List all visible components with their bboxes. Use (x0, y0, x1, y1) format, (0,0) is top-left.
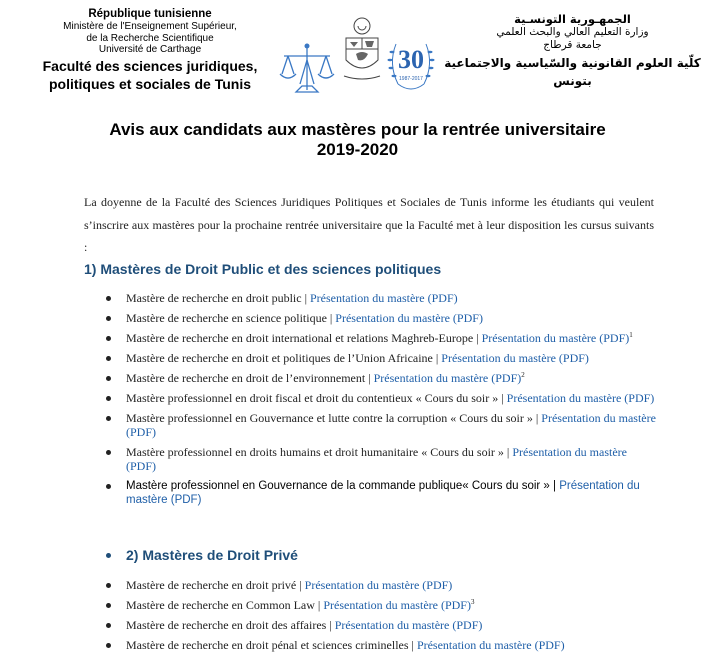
presentation-pdf-link[interactable]: Présentation du mastère (PDF) (441, 351, 589, 365)
list-item (106, 351, 658, 365)
presentation-pdf-link[interactable]: Présentation du mastère (PDF) (506, 391, 655, 405)
list-item (106, 638, 658, 652)
justice-scales-logo (276, 40, 338, 98)
list-item (106, 445, 658, 473)
presentation-pdf-link[interactable]: Présentation du mastère (PDF) (126, 445, 627, 473)
master-name: Mastère professionnel en Gouvernance de la commande publique« Cours du soir » | (126, 480, 560, 492)
footnote-marker[interactable]: 3 (470, 598, 475, 606)
arabic-faculty-label: كلّية العلوم القانونية والسّياسية والاجتماعية بتونس (444, 56, 701, 88)
title-line-2: 2019-2020 (316, 140, 399, 159)
bullet (106, 296, 111, 301)
master-name: Mastère professionnel en Gouvernance et lutte contre la corruption « Cours du soir » | (126, 411, 542, 425)
list-item (106, 371, 658, 385)
list-item (106, 598, 658, 612)
section-heading-text: 2) Mastères de Droit Privé (126, 547, 298, 563)
presentation-pdf-link[interactable]: Présentation du mastère (PDF) (304, 578, 453, 592)
presentation-pdf-link[interactable]: Présentation du mastère (PDF) (481, 331, 630, 345)
master-name: Mastère de recherche en science politique | (126, 311, 336, 325)
presentation-pdf-link[interactable]: Présentation du mastère (PDF) (416, 638, 565, 652)
list-item (106, 479, 658, 507)
page-title (40, 120, 675, 160)
coat-of-arms-emblem (342, 16, 382, 82)
republic-label: République tunisienne (88, 8, 212, 20)
master-name: Mastère de recherche en droit public | (126, 291, 310, 305)
presentation-pdf-link[interactable]: Présentation du mastère (PDF) (323, 598, 471, 612)
ministry-line-2: de la Recherche Scientifique (86, 32, 214, 44)
presentation-pdf-link[interactable]: Présentation du mastère (PDF) (309, 291, 458, 305)
section-heading-public-law: 1) Mastères de Droit Public et des sciences politiques (84, 261, 442, 277)
intro-paragraph: La doyenne de la Faculté des Sciences Juridiques Politiques et Sociales de Tunis informe les étudiants qui veulent s’inscrire aux mastères pour la prochaine rentrée universitaire que la Faculté met à leur disposition les cursus suivants : (84, 195, 654, 254)
presentation-pdf-link[interactable]: Présentation du mastère (PDF) (126, 411, 656, 439)
presentation-pdf-link[interactable]: Présentation du mastère (PDF) (335, 311, 483, 325)
master-name: Mastère de recherche en droit des affaires | (126, 618, 335, 632)
master-name: Mastère professionnel en droits humains et droit humanitaire « Cours du soir » | (126, 445, 513, 459)
header-french (30, 8, 270, 92)
master-name: Mastère de recherche en droit de l’environnement | (126, 371, 374, 385)
title-line-1: Avis aux candidats aux mastères pour la rentrée universitaire (109, 120, 606, 139)
section-heading-private-law (106, 547, 298, 563)
faculty-line-1: Faculté des sciences juridiques, (42, 57, 258, 74)
public-law-master-list (106, 291, 658, 513)
bullet (106, 356, 111, 361)
bullet (106, 603, 111, 608)
master-name: Mastère de recherche en droit privé | (126, 578, 305, 592)
anniversary-years: 1987-2017 (399, 76, 423, 82)
ministry-line-1: Ministère de l'Enseignement Supérieur, (63, 21, 237, 32)
list-item (106, 391, 658, 405)
faculty-line-2: politiques et sociales de Tunis (48, 75, 251, 92)
presentation-pdf-link[interactable]: Présentation du mastère (PDF) (126, 480, 640, 506)
bullet (106, 450, 111, 455)
presentation-pdf-link[interactable]: Présentation du mastère (PDF) (373, 371, 522, 385)
university-label: Université de Carthage (98, 44, 202, 55)
list-item (106, 311, 658, 325)
master-name: Mastère de recherche en droit international et relations Maghreb-Europe | (126, 331, 482, 345)
footnote-marker[interactable]: 1 (629, 331, 633, 339)
bullet (106, 336, 111, 341)
arabic-ministry-label: وزارة التعليم العالي والبحث العلمي (496, 26, 649, 38)
arabic-university-label: جامعة قرطاج (543, 39, 602, 51)
list-item (106, 411, 658, 439)
bullet (106, 583, 111, 588)
bullet (106, 376, 111, 381)
footnote-marker[interactable]: 2 (521, 371, 525, 379)
master-name: Mastère professionnel en droit fiscal et droit du contentieux « Cours du soir » | (126, 391, 507, 405)
presentation-pdf-link[interactable]: Présentation du mastère (PDF) (334, 618, 483, 632)
bullet (106, 396, 111, 401)
anniversary-30-logo (386, 36, 436, 96)
arabic-republic-label: الجمهـورية التونسـية (514, 12, 631, 26)
bullet (106, 416, 111, 421)
master-name: Mastère de recherche en Common Law | (126, 598, 324, 612)
private-law-master-list (106, 578, 658, 658)
bullet (106, 643, 111, 648)
header-arabic (440, 12, 705, 90)
list-item (106, 618, 658, 632)
bullet (106, 484, 111, 489)
anniversary-number: 30 (398, 45, 424, 74)
list-item (106, 578, 658, 592)
master-name: Mastère de recherche en droit et politiques de l’Union Africaine | (126, 351, 442, 365)
bullet (106, 553, 111, 558)
list-item (106, 291, 658, 305)
bullet (106, 316, 111, 321)
list-item (106, 331, 658, 345)
bullet (106, 623, 111, 628)
master-name: Mastère de recherche en droit pénal et sciences criminelles | (126, 638, 417, 652)
